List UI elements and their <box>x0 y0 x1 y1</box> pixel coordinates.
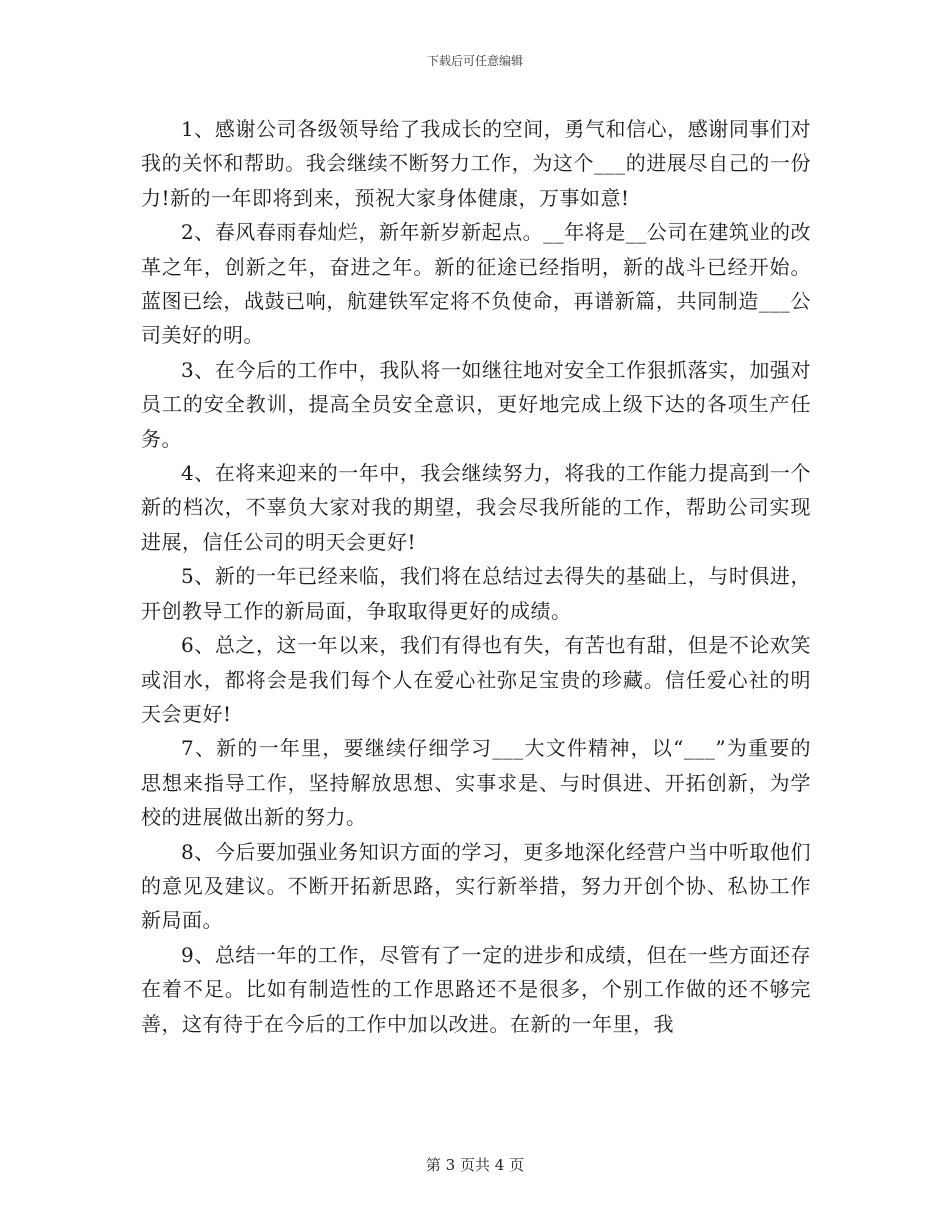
paragraph-1: 1、感谢公司各级领导给了我成长的空间，勇气和信心，感谢同事们对我的关怀和帮助。我会继续不断努力工作，为这个___的进展尽自己的一份力!新的一年即将到来，预祝大家身体健康，万事如意! <box>141 117 811 210</box>
paragraph-5: 5、新的一年已经来临，我们将在总结过去得失的基础上，与时俱进，开创教导工作的新局面，争取取得更好的成绩。 <box>141 564 811 623</box>
page-number-footer: 第 3 页共 4 页 <box>425 1156 525 1174</box>
paragraph-4: 4、在将来迎来的一年中，我会继续努力，将我的工作能力提高到一个新的档次，不辜负大家对我的期望，我会尽我所能的工作，帮助公司实现进展，信任公司的明天会更好! <box>141 461 811 554</box>
paragraph-6: 6、总之，这一年以来，我们有得也有失，有苦也有甜，但是不论欢笑或泪水，都将会是我们每个人在爱心社弥足宝贵的珍藏。信任爱心社的明天会更好! <box>141 633 811 726</box>
page-header: 下载后可任意编辑 <box>426 54 523 68</box>
paragraph-9: 9、总结一年的工作，尽管有了一定的进步和成绩，但在一些方面还存在着不足。比如有制造性的工作思路还不是很多，个别工作做的还不够完善，这有待于在今后的工作中加以改进。在新的一年里，我 <box>141 942 811 1036</box>
paragraph-3: 3、在今后的工作中，我队将一如继往地对安全工作狠抓落实，加强对员工的安全教训，提高全员安全意识，更好地完成上级下达的各项生产任务。 <box>141 357 811 451</box>
paragraph-8: 8、今后要加强业务知识方面的学习，更多地深化经营户当中听取他们的意见及建议。不断开拓新思路，实行新举措，努力开创个协、私协工作新局面。 <box>141 839 811 933</box>
paragraph-2: 2、春风春雨春灿烂，新年新岁新起点。__年将是__公司在建筑业的改革之年，创新之年，奋进之年。新的征途已经指明，新的战斗已经开始。蓝图已绘，战鼓已响，航建铁军定将不负使命，再谱新篇，共同制造___公司美好的明。 <box>141 220 811 348</box>
document-body <box>141 112 811 1041</box>
paragraph-7: 7、新的一年里，要继续仔细学习___大文件精神，以“___”为重要的思想来指导工作，坚持解放思想、实事求是、与时俱进、开拓创新，为学校的进展做出新的努力。 <box>141 736 811 830</box>
